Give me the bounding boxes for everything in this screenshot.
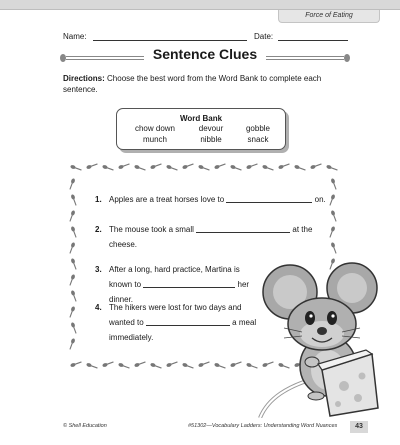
publisher: © Shell Education	[63, 423, 107, 429]
spoon-icon	[150, 362, 162, 369]
spoon-icon	[102, 164, 114, 171]
question-number: 1.	[95, 195, 102, 204]
spoon-icon	[70, 360, 82, 367]
spoon-icon	[70, 258, 77, 270]
spoon-icon	[182, 362, 194, 369]
word-bank-word: nibble	[200, 135, 222, 144]
mouse-with-cheese-icon	[258, 258, 382, 418]
title-bar	[60, 46, 350, 66]
word-bank-word: snack	[247, 135, 269, 144]
spoon-icon	[198, 164, 210, 171]
question-text	[109, 192, 334, 207]
word-bank-word: devour	[198, 124, 224, 133]
spoon-icon	[68, 274, 75, 286]
spoon-icon	[70, 226, 77, 238]
spoon-icon	[278, 162, 290, 169]
title-rule-right	[266, 56, 344, 60]
answer-blank[interactable]	[196, 223, 290, 233]
spoon-icon	[246, 362, 258, 369]
spoon-icon	[246, 162, 258, 169]
word-bank-title: Word Bank	[179, 114, 223, 123]
spoon-icon	[134, 360, 146, 367]
word-bank	[116, 108, 286, 150]
spoon-icon	[214, 162, 226, 169]
spoon-icon	[166, 360, 178, 367]
question-number: 2.	[95, 225, 102, 234]
answer-blank[interactable]	[226, 193, 312, 203]
spoon-icon	[102, 360, 114, 367]
book-title: #51302—Vocabulary Ladders: Understanding Word Nuances	[188, 423, 338, 429]
question-after: her dinner.	[109, 280, 250, 304]
name-line	[93, 40, 247, 41]
spoon-icon	[70, 322, 77, 334]
spoon-icon	[230, 360, 242, 367]
spoon-icon	[86, 162, 98, 169]
page-number: 43	[350, 421, 368, 433]
title-rule-cap-right	[344, 54, 350, 62]
question-after: at the cheese.	[109, 225, 313, 249]
word-bank-word: chow down	[134, 124, 176, 133]
spoon-icon	[326, 164, 338, 171]
spoon-icon	[294, 164, 306, 171]
question-before: After a long, hard practice, Martina is known to	[109, 265, 240, 289]
directions	[63, 74, 348, 95]
word-bank-grid	[125, 124, 279, 145]
spoon-icon	[68, 306, 75, 318]
name-label: Name:	[63, 32, 87, 41]
directions-text: Choose the best word from the Word Bank to complete each sentence.	[63, 74, 322, 94]
answer-blank[interactable]	[143, 278, 235, 288]
question-before: Apples are a treat horses love to	[109, 195, 225, 204]
name-date-row	[63, 30, 348, 44]
question-number: 3.	[95, 265, 102, 274]
spoon-icon	[68, 178, 75, 190]
spoon-icon	[68, 210, 75, 222]
word-bank-word: munch	[142, 135, 167, 144]
spoon-icon	[70, 290, 77, 302]
directions-label: Directions:	[63, 74, 105, 83]
spoon-icon	[330, 210, 337, 222]
spoon-icon	[150, 162, 162, 169]
spoon-icon	[70, 164, 82, 171]
page-title: Sentence Clues	[152, 46, 258, 62]
question-number: 4.	[95, 303, 102, 312]
spoon-icon	[310, 162, 322, 169]
spoon-icon	[214, 362, 226, 369]
question-text	[109, 300, 259, 345]
footer	[63, 421, 368, 433]
spoon-icon	[70, 194, 77, 206]
date-label: Date:	[254, 32, 274, 41]
title-rule-left	[66, 56, 144, 60]
spoon-icon	[118, 362, 130, 369]
spoon-icon	[182, 162, 194, 169]
spoon-icon	[330, 178, 337, 190]
top-band	[0, 0, 400, 10]
spoon-icon	[68, 338, 75, 350]
spoon-icon	[118, 162, 130, 169]
question-text	[109, 222, 334, 252]
question-before: The mouse took a small	[109, 225, 194, 234]
spoon-icon	[262, 164, 274, 171]
word-bank-word: gobble	[245, 124, 271, 133]
header-tab: Force of Eating	[278, 10, 380, 23]
spoon-icon	[68, 242, 75, 254]
spoon-icon	[198, 360, 210, 367]
spoon-icon	[230, 164, 242, 171]
spoon-icon	[166, 164, 178, 171]
spoon-icon	[134, 164, 146, 171]
question-after: a meal immediately.	[109, 318, 257, 342]
question-before: The hikers were lost for two days and wanted to	[109, 303, 242, 327]
spoon-icon	[86, 362, 98, 369]
answer-blank[interactable]	[146, 316, 230, 326]
question-after: on.	[314, 195, 326, 204]
date-line	[278, 40, 348, 41]
